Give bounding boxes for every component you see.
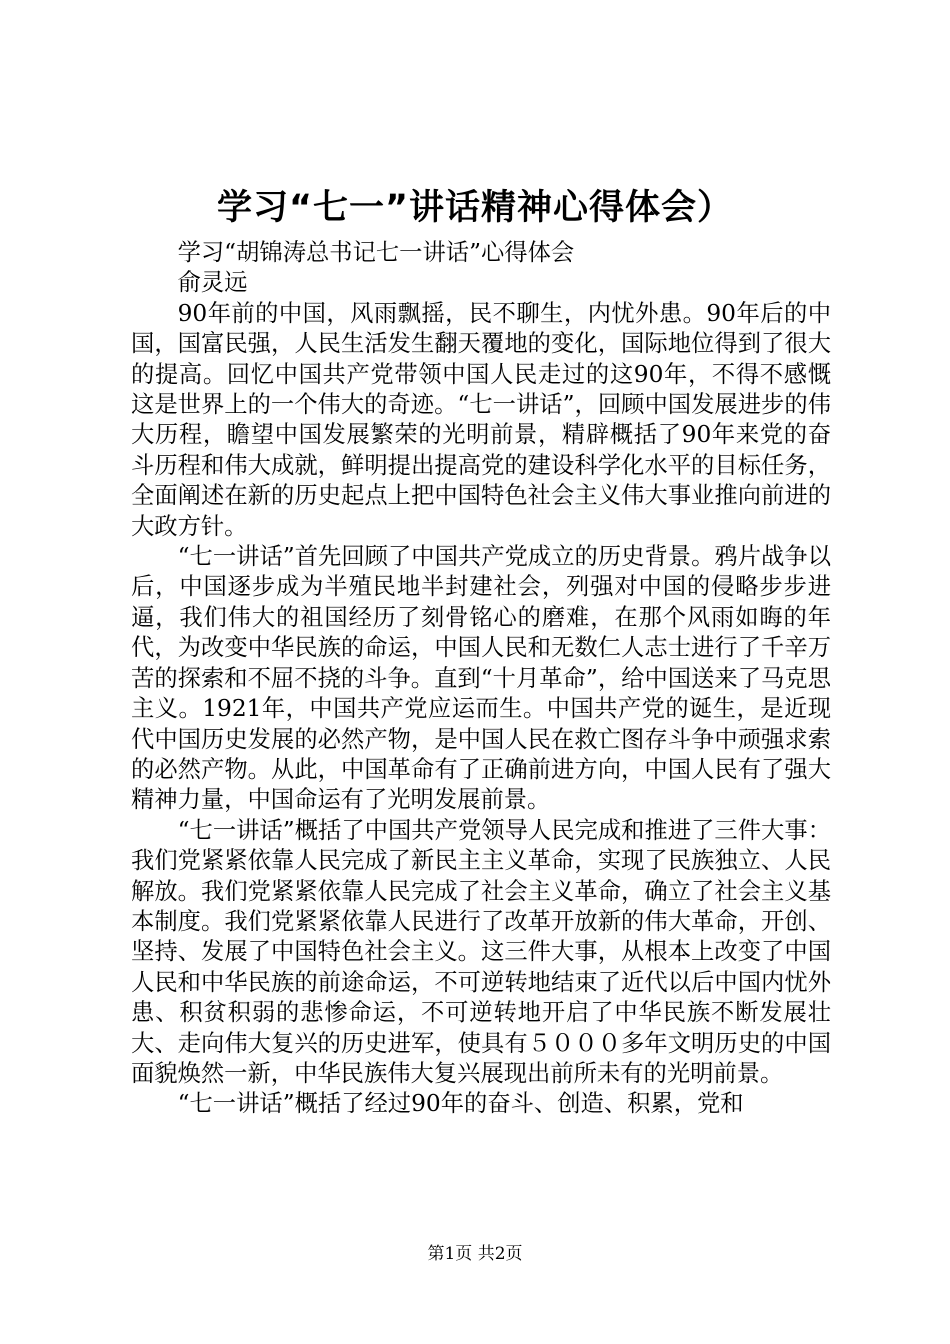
- page-number-footer: 第1页 共2页: [427, 1244, 523, 1264]
- paragraph-2: “七一讲话”首先回顾了中国共产党成立的历史背景。鸦片战争以后，中国逐步成为半殖民地半封建社会，列强对中国的侵略步步进逼，我们伟大的祖国经历了刻骨铭心的磨难，在那个风雨如晦的年代，为改变中华民族的命运，中国人民和无数仁人志士进行了千辛万苦的探索和不屈不挠的斗争。直到“十月革命”，给中国送来了马克思主义。1921年，中国共产党应运而生。中国共产党的诞生，是近现代中国历史发展的必然产物，是中国人民在救亡图存斗争中顽强求索的必然产物。从此，中国革命有了正确前进方向，中国人民有了强大精神力量，中国命运有了光明发展前景。: [131, 543, 831, 814]
- document-subtitle: 学习“胡锦涛总书记七一讲话”心得体会: [177, 239, 575, 266]
- paragraph-4: “七一讲话”概括了经过90年的奋斗、创造、积累，党和: [177, 1090, 744, 1118]
- document-body: [131, 238, 831, 1120]
- document-title: 学习“七一”讲话精神心得体会）: [216, 188, 733, 228]
- paragraph-1: 90年前的中国，风雨飘摇，民不聊生，内忧外患。90年后的中国，国富民强，人民生活发生翻天覆地的变化，国际地位得到了很大的提高。回忆中国共产党带领中国人民走过的这90年，不得不感慨这是世界上的一个伟大的奇迹。“七一讲话”，回顾中国发展进步的伟大历程，瞻望中国发展繁荣的光明前景，精辟概括了90年来党的奋斗历程和伟大成就，鲜明提出提高党的建设科学化水平的目标任务，全面阐述在新的历史起点上把中国特色社会主义伟大事业推向前进的大政方针。: [131, 299, 831, 540]
- document-author: 俞灵远: [177, 269, 248, 297]
- paragraph-3: “七一讲话”概括了中国共产党领导人民完成和推进了三件大事：我们党紧紧依靠人民完成了新民主主义革命，实现了民族独立、人民解放。我们党紧紧依靠人民完成了社会主义革命，确立了社会主义基本制度。我们党紧紧依靠人民进行了改革开放新的伟大革命，开创、坚持、发展了中国特色社会主义。这三件大事，从根本上改变了中国人民和中华民族的前途命运，不可逆转地结束了近代以后中国内忧外患、积贫积弱的悲惨命运，不可逆转地开启了中华民族不断发展壮大、走向伟大复兴的历史进军，使具有５０００多年文明历史的中国面貌焕然一新，中华民族伟大复兴展现出前所未有的光明前景。: [131, 816, 831, 1087]
